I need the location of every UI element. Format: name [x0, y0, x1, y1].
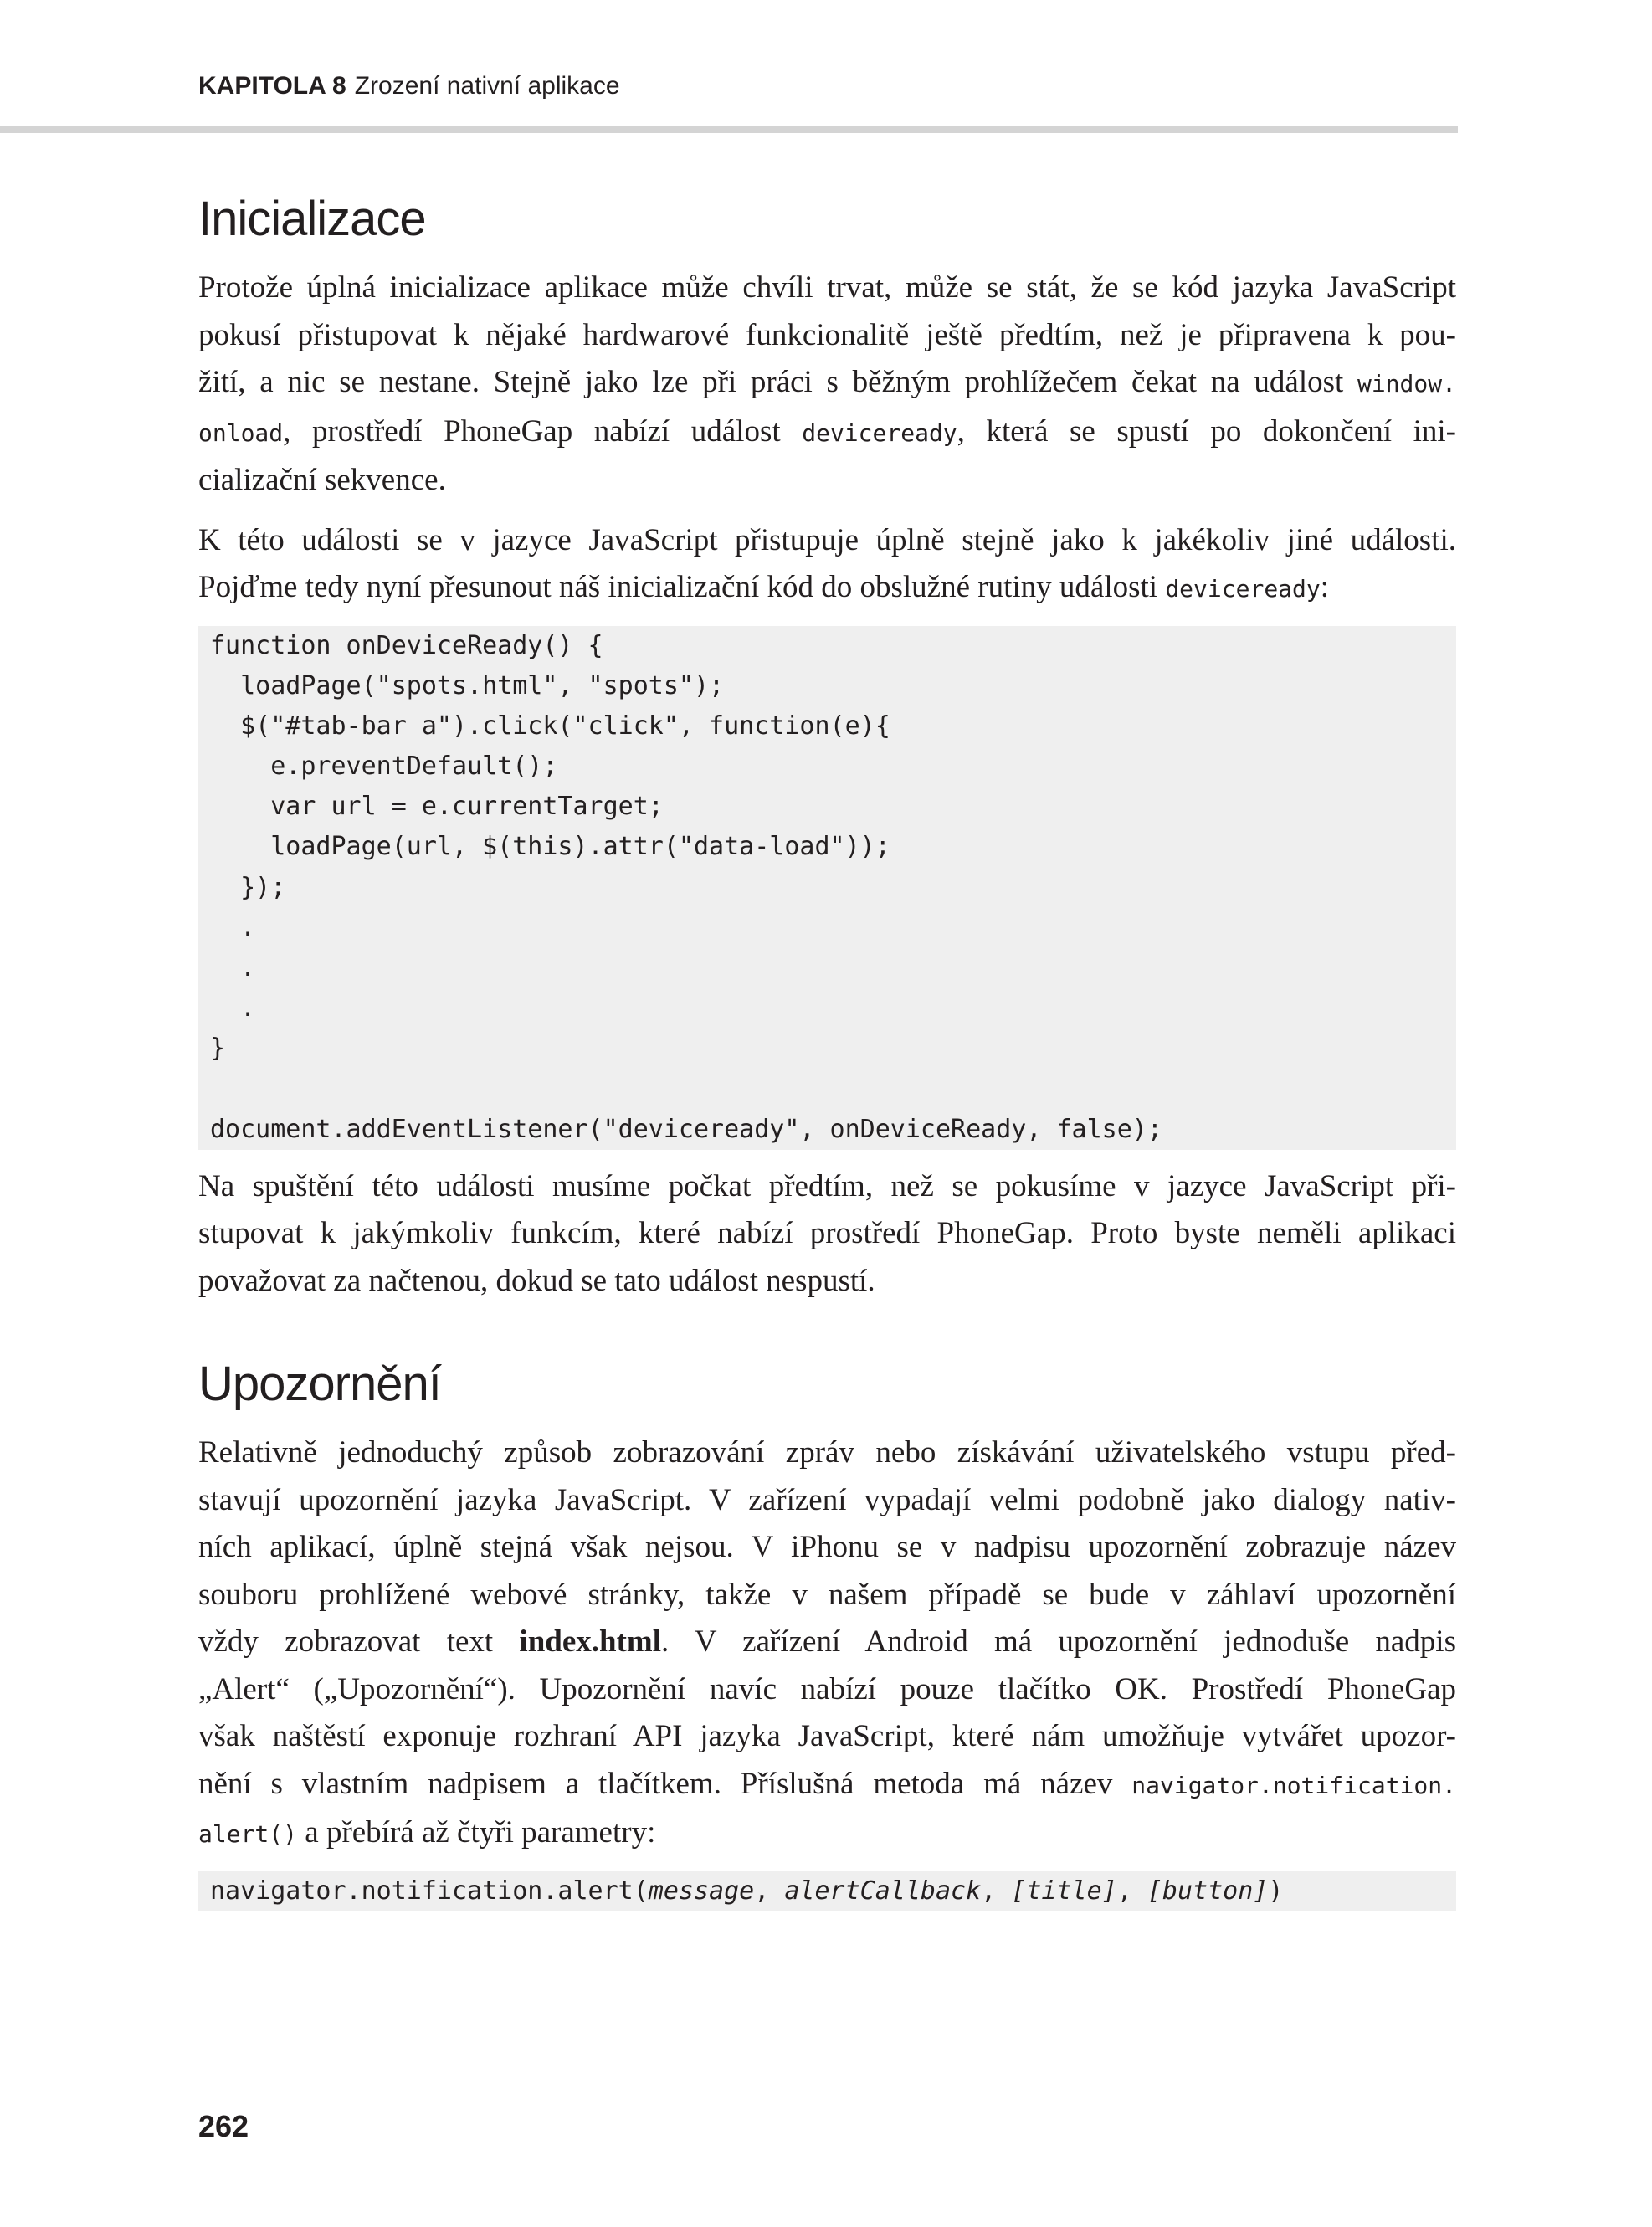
- text-line: [198, 1619, 1456, 1666]
- text-line: [198, 457, 1456, 505]
- text-line: [198, 1210, 1456, 1258]
- section-heading: Inicializace: [198, 192, 426, 246]
- text-run: message: [648, 1876, 755, 1906]
- text-run: var url = e.currentTarget;: [210, 792, 664, 822]
- text-run: loadPage("spots.html", "spots");: [210, 670, 725, 700]
- text-line: [198, 408, 1456, 458]
- text-line: [198, 1572, 1456, 1619]
- text-run: považovat za načtenou, dokud se tato událost nespustí.: [198, 1263, 875, 1298]
- section: [198, 186, 1456, 1305]
- section-heading: Upozornění: [198, 1357, 441, 1412]
- running-header: [198, 72, 620, 100]
- text-run: však naštěstí exponuje rozhraní API jazyka JavaScript, které nám umožňuje vytvářet upozor-: [198, 1719, 1456, 1754]
- text-line: [198, 517, 1456, 565]
- text-run: });: [210, 872, 286, 902]
- text-line: [198, 359, 1456, 408]
- text-run: :: [1320, 570, 1330, 604]
- text-line: [198, 1713, 1456, 1761]
- text-run: Na spuštění této události musíme počkat předtím, než se pokusíme v jazyce JavaScript při-: [198, 1168, 1456, 1203]
- text-run: nění s vlastním nadpisem a tlačítkem. Příslušná metoda má název: [198, 1766, 1132, 1801]
- code-line: [210, 1029, 1444, 1069]
- inline-code: navigator.notification.: [1131, 1771, 1456, 1799]
- text-run: navigator.notification.alert(: [210, 1876, 649, 1906]
- text-line: [198, 1524, 1456, 1572]
- text-run: ,: [754, 1876, 785, 1906]
- text-line: [198, 1809, 1456, 1859]
- text-line: [198, 1477, 1456, 1525]
- text-run: vždy zobrazovat text: [198, 1624, 520, 1660]
- inline-code: deviceready: [802, 418, 957, 447]
- text-run: function onDeviceReady() {: [210, 630, 603, 660]
- text-run: ních aplikací, úplně stejná však nejsou. V iPhonu se v nadpisu upozornění zobrazuje název: [198, 1530, 1456, 1565]
- code-line: [210, 626, 1444, 666]
- paragraph: [198, 1163, 1456, 1306]
- chapter-title: Zrození nativní aplikace: [354, 72, 620, 100]
- header-rule: [0, 126, 1458, 133]
- code-line: [210, 706, 1444, 747]
- paragraph: [198, 517, 1456, 613]
- text-run: Pojďme tedy nyní přesunout náš inicializační kód do obslužné rutiny události: [198, 570, 1166, 604]
- code-line: [210, 666, 1444, 706]
- code-block: [198, 626, 1456, 1150]
- text-run: stavují upozornění jazyka JavaScript. V zařízení vypadají velmi podobně jako dialogy nativ-: [198, 1482, 1456, 1517]
- code-line: [210, 1070, 1444, 1110]
- text-run: ): [1268, 1876, 1284, 1906]
- text-run: . V zařízení Android má upozornění jednoduše nadpis: [661, 1624, 1456, 1660]
- text-line: [198, 564, 1456, 613]
- code-line: [210, 868, 1444, 908]
- code-line: [210, 787, 1444, 827]
- text-run: Protože úplná inicializace aplikace může chvíli trvat, může se stát, že se kód jazyka JavaScript: [198, 270, 1456, 305]
- text-run: , prostředí PhoneGap nabízí událost: [283, 413, 803, 449]
- text-run: „Alert“ („Upozornění“). Upozornění navíc nabízí pouze tlačítko OK. Prostředí PhoneGap: [198, 1671, 1456, 1706]
- text-run: document.addEventListener("deviceready", onDeviceReady, false);: [210, 1114, 1162, 1144]
- code-line: [210, 908, 1444, 948]
- text-run: žití, a nic se nestane. Stejně jako lze při práci s běžným prohlížečem čekat na událost: [198, 365, 1357, 399]
- text-run: K této události se v jazyce JavaScript přistupuje úplně stejně jako k jakékoliv jiné události.: [198, 522, 1456, 557]
- text-run: e.preventDefault();: [210, 752, 558, 782]
- text-line: [198, 1666, 1456, 1714]
- text-run: ,: [981, 1876, 1012, 1906]
- code-block: [198, 1871, 1456, 1911]
- text-run: ,: [1116, 1876, 1147, 1906]
- page-content: [198, 186, 1456, 1925]
- text-run: alertCallback: [784, 1876, 982, 1906]
- paragraph: [198, 1429, 1456, 1859]
- code-line: [210, 827, 1444, 867]
- code-line: [210, 988, 1444, 1029]
- text-run: loadPage(url, $(this).attr("data-load"));: [210, 832, 890, 862]
- inline-code: deviceready: [1165, 575, 1321, 603]
- text-run: [button]: [1147, 1876, 1269, 1906]
- inline-code: alert(): [198, 1820, 298, 1849]
- inline-code: onload: [198, 418, 284, 447]
- text-run: souboru prohlížené webové stránky, takže v našem případě se bude v záhlaví upozornění: [198, 1577, 1456, 1612]
- text-run: .: [210, 993, 256, 1024]
- text-run: , která se spustí po dokončení ini-: [957, 413, 1456, 449]
- text-run: .: [210, 953, 256, 983]
- text-line: [198, 1761, 1456, 1810]
- text-run: index.html: [519, 1624, 662, 1660]
- text-line: [198, 1258, 1456, 1306]
- text-run: Relativně jednoduchý způsob zobrazování zpráv nebo získávání uživatelského vstupu před-: [198, 1435, 1456, 1470]
- text-line: [198, 312, 1456, 360]
- text-run: }: [210, 1034, 226, 1064]
- text-run: [title]: [1011, 1876, 1117, 1906]
- paragraph: [198, 264, 1456, 505]
- text-run: $("#tab-bar a").click("click", function(e){: [210, 711, 890, 741]
- text-line: [198, 1429, 1456, 1477]
- text-line: [198, 264, 1456, 312]
- chapter-label: KAPITOLA 8: [198, 72, 346, 100]
- text-run: .: [210, 912, 256, 942]
- code-line: [210, 1110, 1444, 1150]
- section: [198, 1351, 1456, 1911]
- code-line: [210, 1871, 1444, 1911]
- text-run: a přebírá až čtyři parametry:: [297, 1815, 656, 1850]
- text-line: [198, 1163, 1456, 1211]
- text-run: stupovat k jakýmkoliv funkcím, které nabízí prostředí PhoneGap. Proto byste neměli aplikaci: [198, 1216, 1456, 1251]
- code-line: [210, 948, 1444, 988]
- text-run: cializační sekvence.: [198, 463, 446, 497]
- inline-code: window.: [1357, 370, 1456, 398]
- code-line: [210, 747, 1444, 787]
- text-run: pokusí přistupovat k nějaké hardwarové funkcionalitě ještě předtím, než je připravena k pou-: [198, 317, 1456, 352]
- page-number: 262: [198, 2109, 249, 2143]
